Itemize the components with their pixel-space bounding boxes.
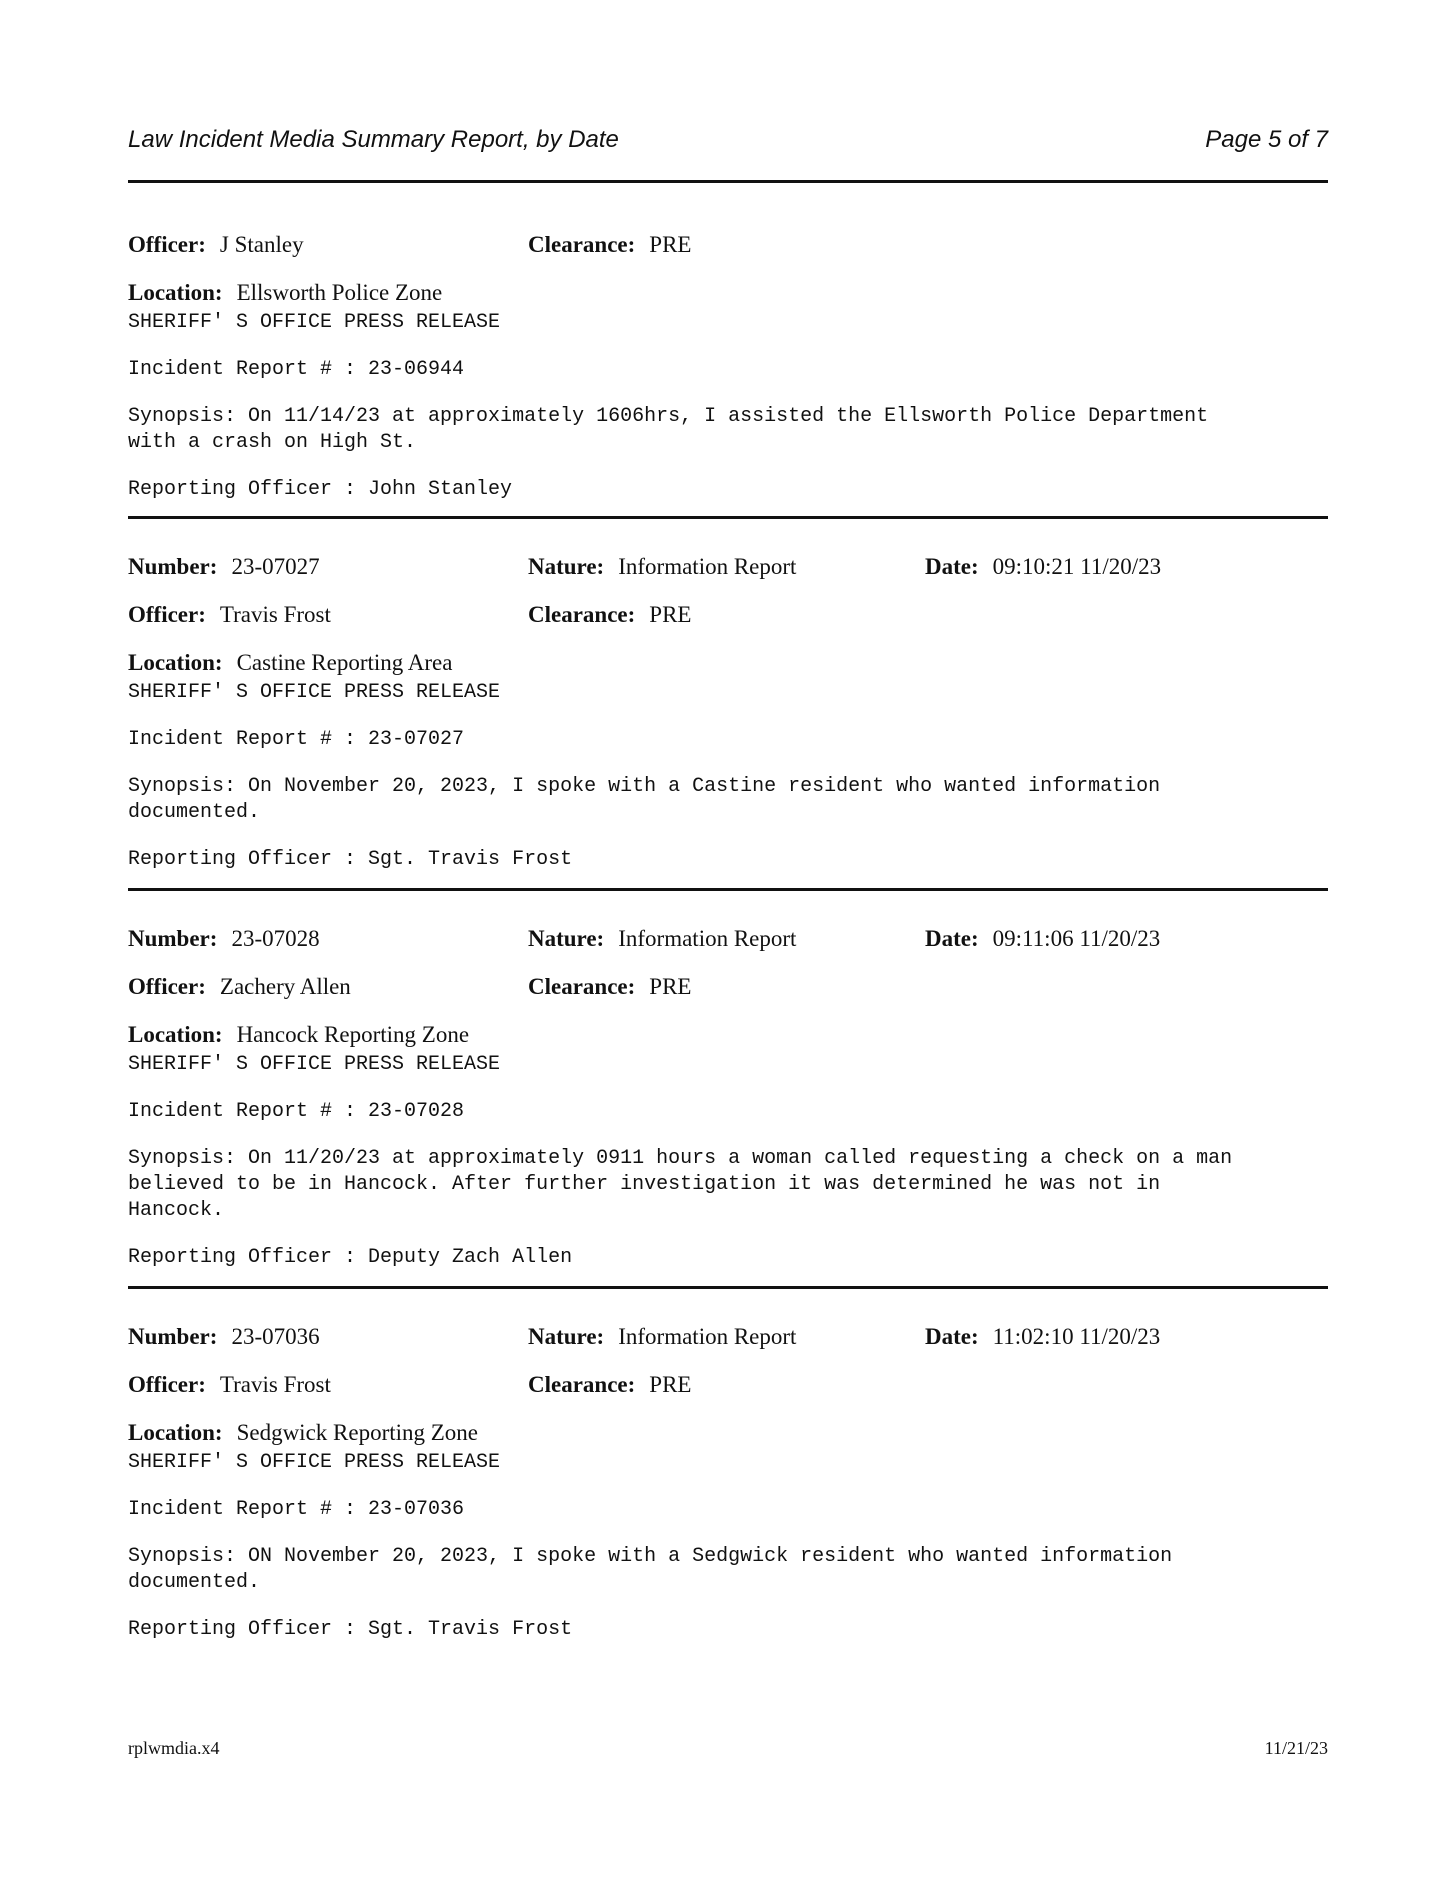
- page-footer: [128, 1738, 1328, 1762]
- nature-field: [528, 1324, 796, 1350]
- officer-label: Officer:: [128, 232, 206, 257]
- clearance-field: [528, 232, 691, 258]
- press-release-line: SHERIFF' S OFFICE PRESS RELEASE: [128, 681, 501, 704]
- nature-value: Information Report: [618, 926, 797, 951]
- officer-row: [128, 1372, 1328, 1402]
- page-header: [128, 122, 1328, 158]
- officer-value: J Stanley: [219, 232, 304, 257]
- incident-record: [128, 554, 1328, 873]
- location-value: Castine Reporting Area: [236, 650, 453, 675]
- incident-report-number: Incident Report # : 23-06944: [128, 358, 465, 381]
- officer-label: Officer:: [128, 974, 206, 999]
- number-field: [128, 554, 320, 580]
- date-value: 11:02:10 11/20/23: [992, 1324, 1161, 1349]
- location-row: [128, 650, 1328, 680]
- number-field: [128, 1324, 320, 1350]
- incident-report-number: Incident Report # : 23-07036: [128, 1498, 465, 1521]
- clearance-value: PRE: [649, 602, 692, 627]
- date-field: [925, 926, 1160, 952]
- synopsis: Synopsis: On November 20, 2023, I spoke with a Castine resident who wanted information documented.: [128, 775, 1161, 824]
- nature-value: Information Report: [618, 1324, 797, 1349]
- number-label: Number:: [128, 1324, 218, 1349]
- incident-record: [128, 232, 1328, 503]
- reporting-officer: Reporting Officer : Deputy Zach Allen: [128, 1246, 573, 1269]
- synopsis: Synopsis: ON November 20, 2023, I spoke with a Sedgwick resident who wanted information documented.: [128, 1545, 1173, 1594]
- officer-label: Officer:: [128, 602, 206, 627]
- location-field: [128, 1420, 478, 1446]
- clearance-label: Clearance:: [528, 974, 636, 999]
- clearance-label: Clearance:: [528, 1372, 636, 1397]
- reporting-officer: Reporting Officer : John Stanley: [128, 478, 513, 501]
- record-divider: [128, 516, 1328, 519]
- date-value: 09:11:06 11/20/23: [992, 926, 1161, 951]
- clearance-field: [528, 602, 691, 628]
- number-value: 23-07028: [231, 926, 320, 951]
- press-release-line: SHERIFF' S OFFICE PRESS RELEASE: [128, 311, 501, 334]
- nature-label: Nature:: [528, 926, 605, 951]
- location-row: [128, 1022, 1328, 1052]
- clearance-field: [528, 974, 691, 1000]
- location-value: Ellsworth Police Zone: [236, 280, 443, 305]
- officer-row: [128, 232, 1328, 262]
- officer-value: Zachery Allen: [219, 974, 351, 999]
- location-row: [128, 280, 1328, 310]
- incident-record: [128, 926, 1328, 1271]
- date-field: [925, 1324, 1160, 1350]
- date-field: [925, 554, 1161, 580]
- officer-field: [128, 232, 304, 258]
- reporting-officer: Reporting Officer : Sgt. Travis Frost: [128, 1618, 573, 1641]
- incident-report-number: Incident Report # : 23-07027: [128, 728, 465, 751]
- footer-report-code: rplwmdia.x4: [128, 1738, 220, 1758]
- location-field: [128, 1022, 469, 1048]
- report-title: Law Incident Media Summary Report, by Date: [128, 126, 619, 153]
- synopsis: Synopsis: On 11/14/23 at approximately 1606hrs, I assisted the Ellsworth Police Department with a crash on High St.: [128, 405, 1209, 454]
- nature-field: [528, 926, 796, 952]
- nature-label: Nature:: [528, 1324, 605, 1349]
- location-label: Location:: [128, 280, 223, 305]
- date-label: Date:: [925, 1324, 979, 1349]
- synopsis: Synopsis: On 11/20/23 at approximately 0911 hours a woman called requesting a check on a man believed to be in Hancock. After further investigation it was determined he was not in Hancock.: [128, 1147, 1233, 1222]
- press-release-line: SHERIFF' S OFFICE PRESS RELEASE: [128, 1451, 501, 1474]
- date-label: Date:: [925, 926, 979, 951]
- officer-value: Travis Frost: [219, 602, 331, 627]
- officer-field: [128, 602, 331, 628]
- location-row: [128, 1420, 1328, 1450]
- clearance-value: PRE: [649, 1372, 692, 1397]
- nature-value: Information Report: [618, 554, 797, 579]
- officer-row: [128, 974, 1328, 1004]
- location-label: Location:: [128, 1022, 223, 1047]
- officer-label: Officer:: [128, 1372, 206, 1397]
- location-label: Location:: [128, 1420, 223, 1445]
- location-field: [128, 650, 452, 676]
- clearance-field: [528, 1372, 691, 1398]
- clearance-label: Clearance:: [528, 232, 636, 257]
- location-value: Sedgwick Reporting Zone: [236, 1420, 479, 1445]
- date-label: Date:: [925, 554, 979, 579]
- location-value: Hancock Reporting Zone: [236, 1022, 470, 1047]
- header-divider: [128, 180, 1328, 183]
- record-divider: [128, 1286, 1328, 1289]
- press-release-line: SHERIFF' S OFFICE PRESS RELEASE: [128, 1053, 501, 1076]
- clearance-value: PRE: [649, 232, 692, 257]
- nature-label: Nature:: [528, 554, 605, 579]
- number-label: Number:: [128, 926, 218, 951]
- officer-row: [128, 602, 1328, 632]
- location-label: Location:: [128, 650, 223, 675]
- number-value: 23-07036: [231, 1324, 320, 1349]
- number-value: 23-07027: [231, 554, 320, 579]
- number-row: [128, 554, 1328, 584]
- officer-field: [128, 1372, 331, 1398]
- clearance-label: Clearance:: [528, 602, 636, 627]
- incident-report-number: Incident Report # : 23-07028: [128, 1100, 465, 1123]
- footer-print-date: 11/21/23: [1264, 1738, 1328, 1758]
- reporting-officer: Reporting Officer : Sgt. Travis Frost: [128, 848, 573, 871]
- nature-field: [528, 554, 796, 580]
- number-row: [128, 1324, 1328, 1354]
- officer-field: [128, 974, 351, 1000]
- record-divider: [128, 888, 1328, 891]
- number-label: Number:: [128, 554, 218, 579]
- number-field: [128, 926, 320, 952]
- incident-record: [128, 1324, 1328, 1643]
- location-field: [128, 280, 442, 306]
- number-row: [128, 926, 1328, 956]
- page-number: Page 5 of 7: [1205, 126, 1328, 153]
- officer-value: Travis Frost: [219, 1372, 331, 1397]
- date-value: 09:10:21 11/20/23: [992, 554, 1162, 579]
- clearance-value: PRE: [649, 974, 692, 999]
